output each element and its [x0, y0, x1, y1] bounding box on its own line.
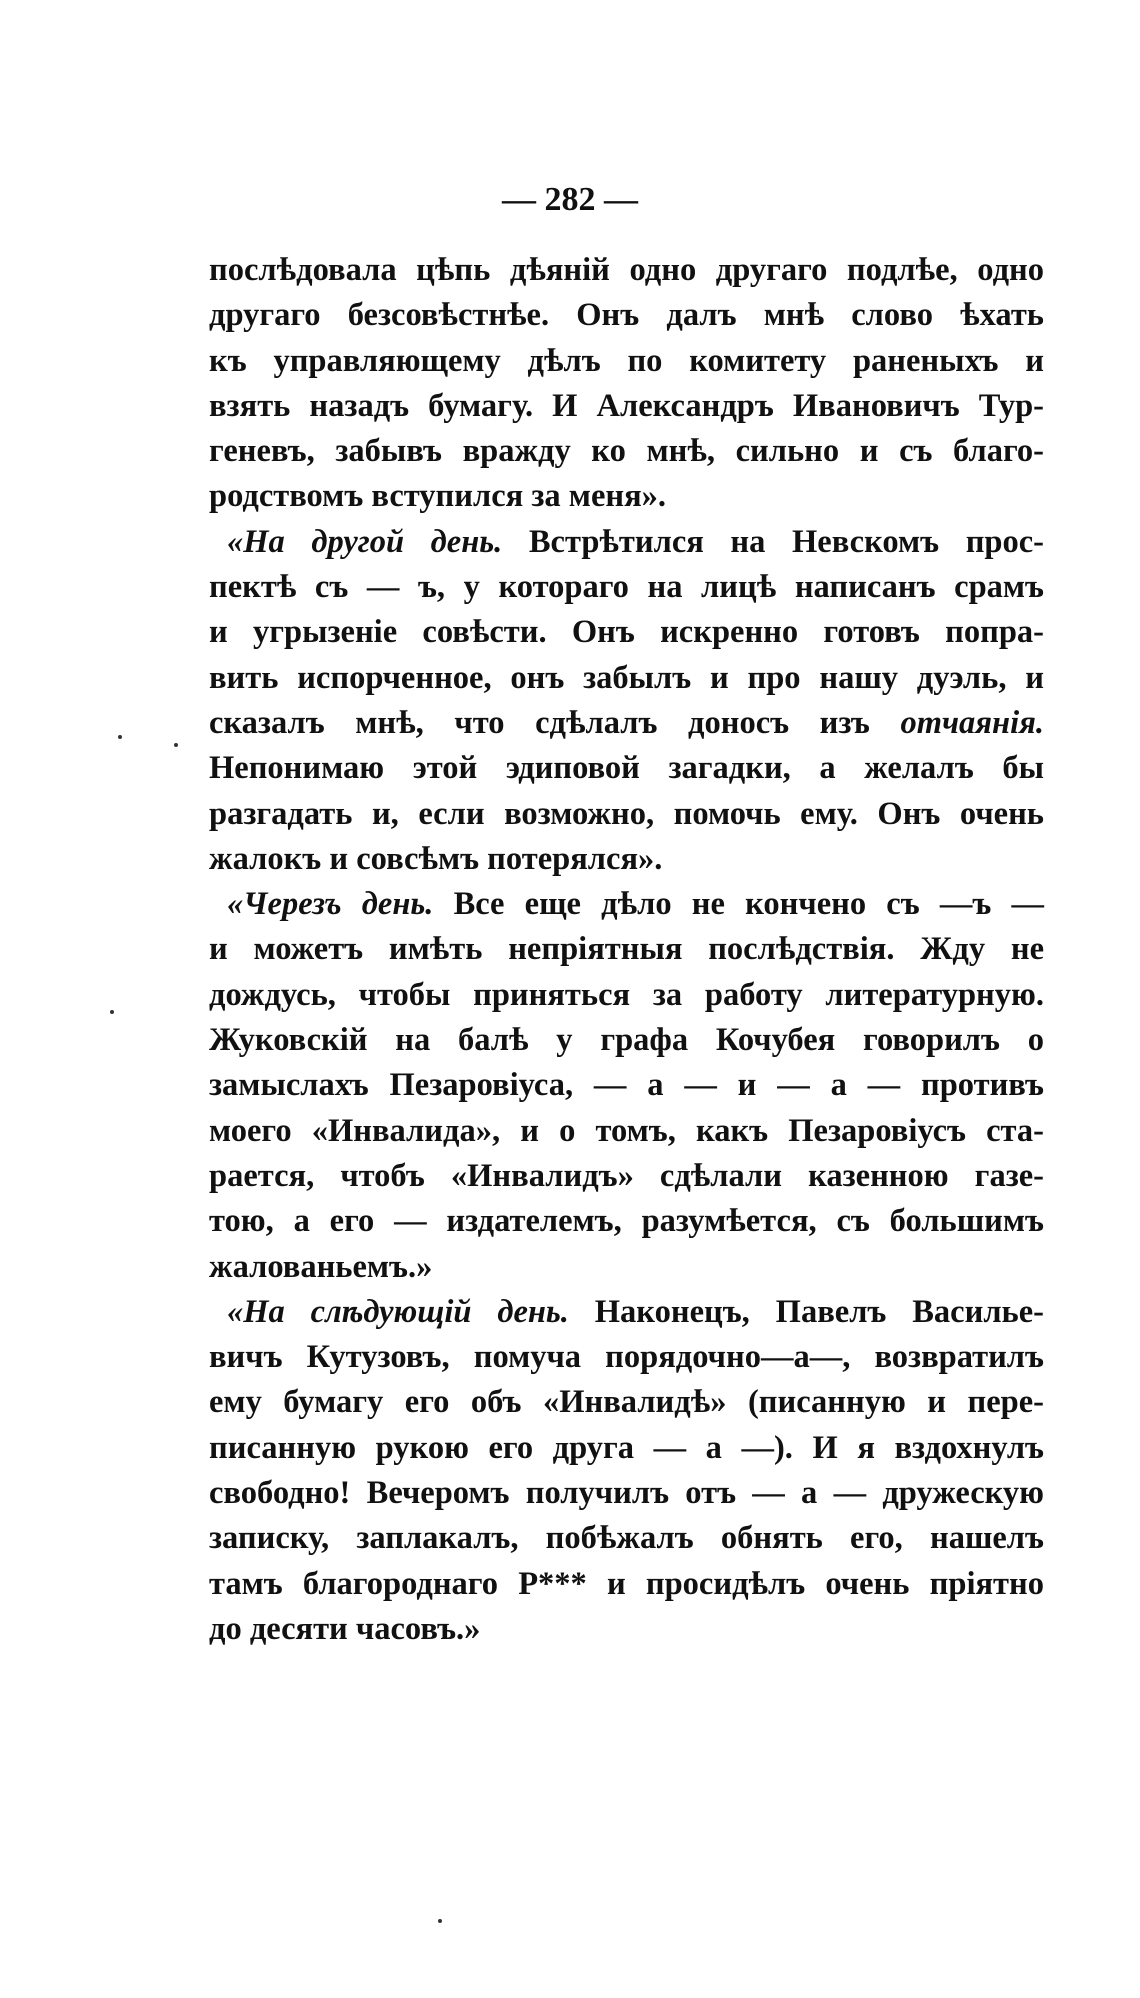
text-line: взять назадъ бумагу. И Александръ Ивановичъ Тур- [209, 387, 1044, 424]
entry-date-heading: «Черезъ день. [227, 886, 434, 923]
print-speck [438, 1919, 442, 1923]
text-line: и угрызеніе совѣсти. Онъ искренно готовъ попра- [209, 614, 1044, 651]
text-line: замыслахъ Пезаровіуса, — а — и — а — противъ [209, 1067, 1044, 1104]
text-fragment: Все еще дѣло не кончено съ —ъ — [433, 886, 1044, 923]
text-line: пектѣ съ — ъ, у котораго на лицѣ написанъ срамъ [209, 569, 1044, 606]
paragraph-start-line [209, 882, 1044, 927]
paragraph-start-line [209, 520, 1044, 565]
text-fragment: сказалъ мнѣ, что сдѣлалъ доносъ изъ [209, 704, 901, 741]
text-line: до десяти часовъ.» [209, 1610, 481, 1647]
text-fragment: Наконецъ, Павелъ Василье- [568, 1293, 1044, 1330]
italic-word: отчаянія. [900, 704, 1044, 741]
text-line: Жуковскій на балѣ у графа Кочубея говорилъ о [209, 1022, 1044, 1059]
paragraph-start-line [209, 1290, 1044, 1335]
text-line: писанную рукою его друга — а —). И я вздохнулъ [209, 1429, 1044, 1466]
text-line: моего «Инвалида», и о томъ, какъ Пезаровіусъ ста- [209, 1112, 1044, 1149]
text-line: вить испорченное, онъ забылъ и про нашу дуэль, и [209, 659, 1044, 696]
text-line: жалокъ и совсѣмъ потерялся». [209, 840, 663, 877]
text-line: вичъ Кутузовъ, помуча порядочно—а—, возвратилъ [209, 1339, 1044, 1376]
body-text [209, 248, 1044, 1652]
text-line: родствомъ вступился за меня». [209, 478, 667, 515]
text-line: послѣдовала цѣпь дѣяній одно другаго подлѣе, одно [209, 252, 1044, 288]
print-speck [118, 735, 122, 739]
text-line: записку, заплакалъ, побѣжалъ обнять его, нашелъ [209, 1520, 1044, 1557]
text-fragment: Встрѣтился на Невскомъ прос- [502, 523, 1044, 560]
text-line: Непонимаю этой эдиповой загадки, а желалъ бы [209, 750, 1044, 787]
text-line: къ управляющему дѣлъ по комитету раненыхъ и [209, 342, 1044, 379]
print-speck [174, 743, 178, 747]
text-line: геневъ, забывъ вражду ко мнѣ, сильно и съ благо- [209, 433, 1044, 470]
print-speck [110, 1010, 114, 1014]
text-line: тою, а его — издателемъ, разумѣется, съ большимъ [209, 1203, 1044, 1240]
text-line: и можетъ имѣть непріятныя послѣдствія. Жду не [209, 931, 1044, 968]
text-line: жалованьемъ.» [209, 1248, 433, 1285]
text-line [209, 701, 1044, 746]
text-line: рается, чтобъ «Инвалидъ» сдѣлали казенною газе- [209, 1157, 1044, 1194]
text-line: другаго безсовѣстнѣе. Онъ далъ мнѣ слово ѣхать [209, 297, 1044, 334]
text-line: дождусь, чтобы приняться за работу литературную. [209, 976, 1044, 1013]
text-line: ему бумагу его объ «Инвалидѣ» (писанную и пере- [209, 1384, 1044, 1421]
page-number: — 282 — [502, 181, 638, 218]
text-line: тамъ благороднаго Р*** и просидѣлъ очень пріятно [209, 1565, 1044, 1602]
entry-date-heading: «На другой день. [227, 523, 503, 560]
entry-date-heading: «На слѣдующій день. [227, 1293, 569, 1330]
text-line: разгадать и, если возможно, помочь ему. Онъ очень [209, 795, 1044, 832]
text-line: свободно! Вечеромъ получилъ отъ — а — дружескую [209, 1475, 1044, 1512]
